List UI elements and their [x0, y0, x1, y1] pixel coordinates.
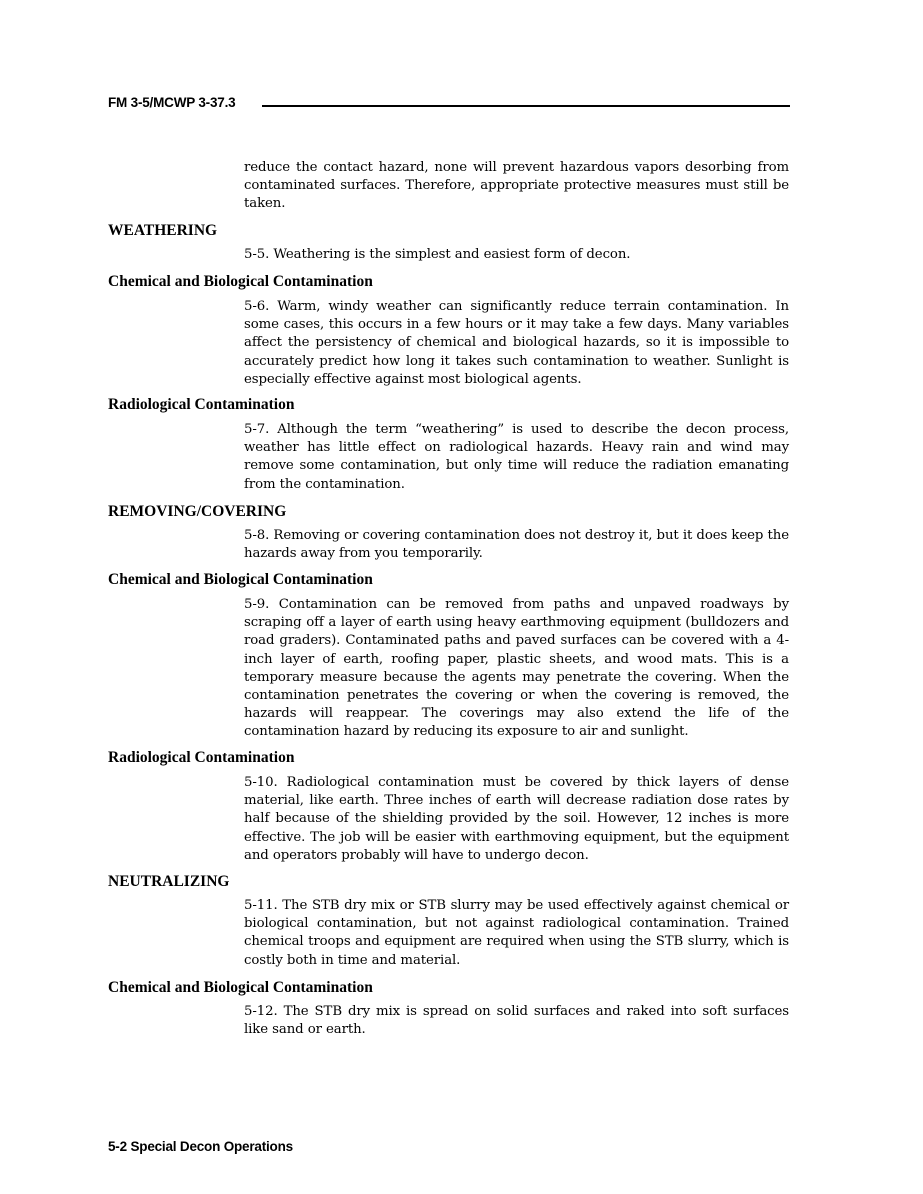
paragraph-5-8: 5-8. Removing or covering contamination does not destroy it, but it does keep the hazards away from you temporarily.	[244, 528, 789, 562]
section-heading-weathering: WEATHERING	[108, 222, 218, 239]
paragraph-5-11: 5-11. The STB dry mix or STB slurry may be used effectively against chemical or biological contamination, but not against radiological contamination. Trained chemical troops and equipment are required when using the STB slurry, which is costly both in time and material.	[244, 898, 789, 968]
paragraph-intro-continuation: reduce the contact hazard, none will prevent hazardous vapors desorbing from contaminated surfaces. Therefore, appropriate protective measures must still be taken.	[244, 160, 789, 212]
paragraph-5-9: 5-9. Contamination can be removed from paths and unpaved roadways by scraping off a layer of earth using heavy earthmoving equipment (bulldozers and road graders). Contaminated paths and paved surfaces can be covered with a 4-inch layer of earth, roofing paper, plastic sheets, and wood mats. This is a temporary measure because the agents may penetrate the covering. When the contamination penetrates the covering or when the covering is removed, the hazards will reappear. The coverings may also extend the life of the contamination hazard by reducing its exposure to air and sunlight.	[244, 597, 789, 740]
header-rule	[262, 105, 790, 107]
paragraph-5-10: 5-10. Radiological contamination must be covered by thick layers of dense material, like earth. Three inches of earth will decrease radiation dose rates by half because of the shielding provided by the soil. However, 12 inches is more effective. The job will be easier with earthmoving equipment, but the equipment and operators probably will have to undergo decon.	[244, 775, 789, 863]
subsection-heading-weathering-chem-bio: Chemical and Biological Contamination	[108, 273, 373, 290]
paragraph-5-6: 5-6. Warm, windy weather can significantly reduce terrain contamination. In some cases, this occurs in a few hours or it may take a few days. Many variables affect the persistency of chemical and biological hazards, so it is impossible to accurately predict how long it takes such contamination to weather. Sunlight is especially effective against most biological agents.	[244, 299, 789, 387]
subsection-heading-removing-chem-bio: Chemical and Biological Contamination	[108, 571, 373, 588]
paragraph-5-7: 5-7. Although the term “weathering” is used to describe the decon process, weather has little effect on radiological hazards. Heavy rain and wind may remove some contamination, but only time will reduce the radiation emanating from the contamination.	[244, 422, 789, 492]
subsection-heading-neutralizing-chem-bio: Chemical and Biological Contamination	[108, 979, 373, 996]
section-heading-neutralizing: NEUTRALIZING	[108, 873, 230, 890]
paragraph-5-12: 5-12. The STB dry mix is spread on solid surfaces and raked into soft surfaces like sand or earth.	[244, 1004, 789, 1038]
page-footer: 5-2 Special Decon Operations	[108, 1139, 293, 1154]
running-header: FM 3-5/MCWP 3-37.3	[108, 95, 236, 110]
subsection-heading-removing-radiological: Radiological Contamination	[108, 749, 295, 766]
subsection-heading-weathering-radiological: Radiological Contamination	[108, 396, 295, 413]
section-heading-removing-covering: REMOVING/COVERING	[108, 503, 287, 520]
paragraph-5-5: 5-5. Weathering is the simplest and easiest form of decon.	[244, 247, 631, 262]
